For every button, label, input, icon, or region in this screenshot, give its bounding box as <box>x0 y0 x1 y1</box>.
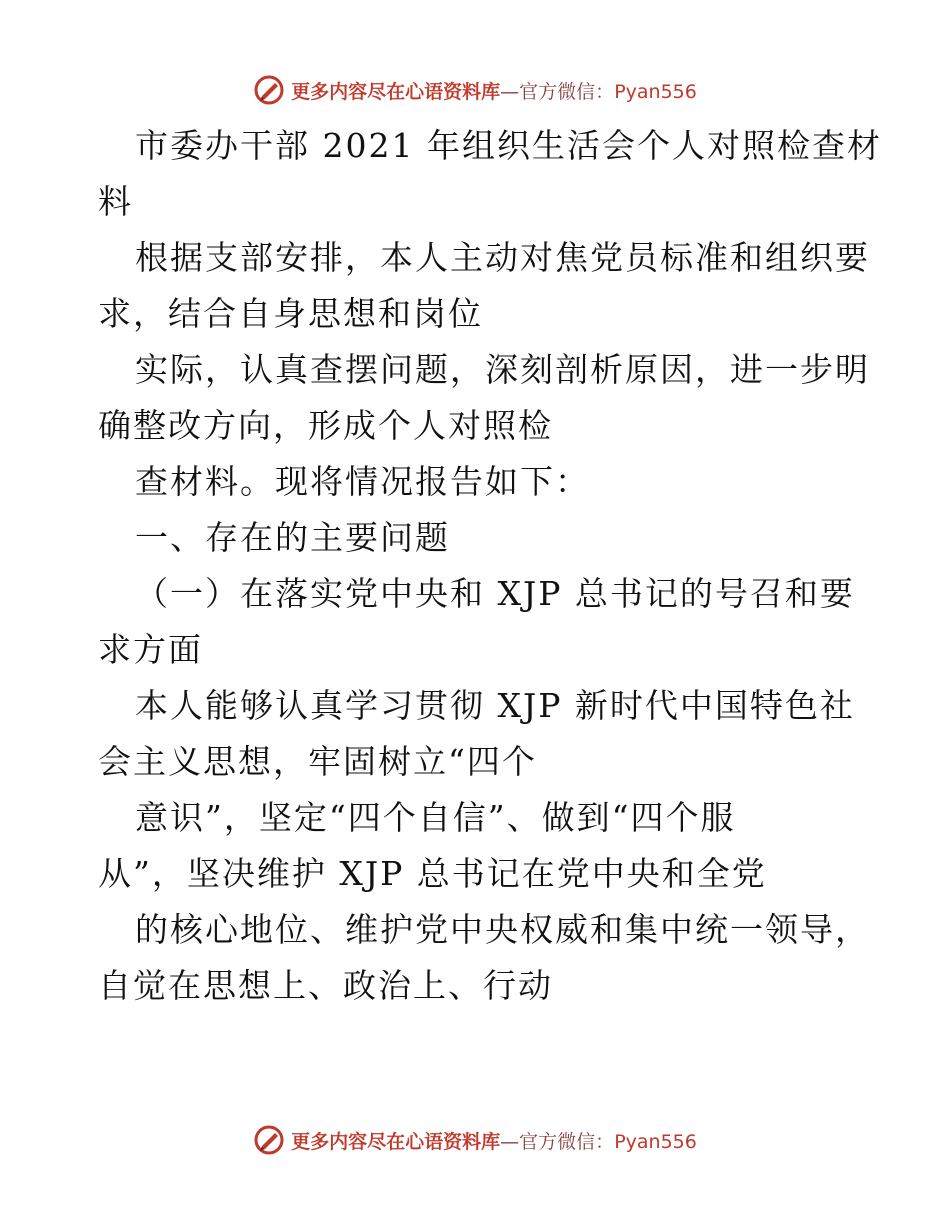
doc-title-line-2: 料 <box>98 182 133 221</box>
paragraph-line: 实际，认真查摆问题，深刻剖析原因，进一步明 <box>135 350 870 389</box>
paragraph-line: 自觉在思想上、政治上、行动 <box>98 966 553 1005</box>
header-watermark-banner <box>0 70 950 110</box>
footer-watermark-banner <box>0 1120 950 1160</box>
watermark-text: 更多内容尽在心语资料库—官方微信：Pyan556 <box>291 80 697 103</box>
paragraph-line: 从”，坚决维护 XJP 总书记在党中央和全党 <box>98 854 767 893</box>
red-circle-pen-logo-icon <box>253 1124 285 1156</box>
watermark-text: 更多内容尽在心语资料库—官方微信：Pyan556 <box>291 1130 697 1153</box>
paragraph-line: 查材料。现将情况报告如下： <box>135 462 590 501</box>
paragraph-line: 本人能够认真学习贯彻 XJP 新时代中国特色社 <box>135 686 855 725</box>
document-body <box>98 118 882 1014</box>
subsection-heading-cont: 求方面 <box>98 630 203 669</box>
paragraph-line: 意识”，坚定“四个自信”、做到“四个服 <box>135 798 736 837</box>
subsection-heading: （一）在落实党中央和 XJP 总书记的号召和要 <box>135 574 855 613</box>
paragraph-line: 会主义思想，牢固树立“四个 <box>98 742 537 781</box>
red-circle-pen-logo-icon <box>253 74 285 106</box>
section-heading: 一、存在的主要问题 <box>135 518 450 557</box>
paragraph-line: 根据支部安排，本人主动对焦党员标准和组织要 <box>135 238 870 277</box>
paragraph-line: 求，结合自身思想和岗位 <box>98 294 483 333</box>
paragraph-line: 的核心地位、维护党中央权威和集中统一领导， <box>135 910 870 949</box>
paragraph-line: 确整改方向，形成个人对照检 <box>98 406 553 445</box>
doc-title-line-1: 市委办干部 2021 年组织生活会个人对照检查材 <box>135 126 882 165</box>
